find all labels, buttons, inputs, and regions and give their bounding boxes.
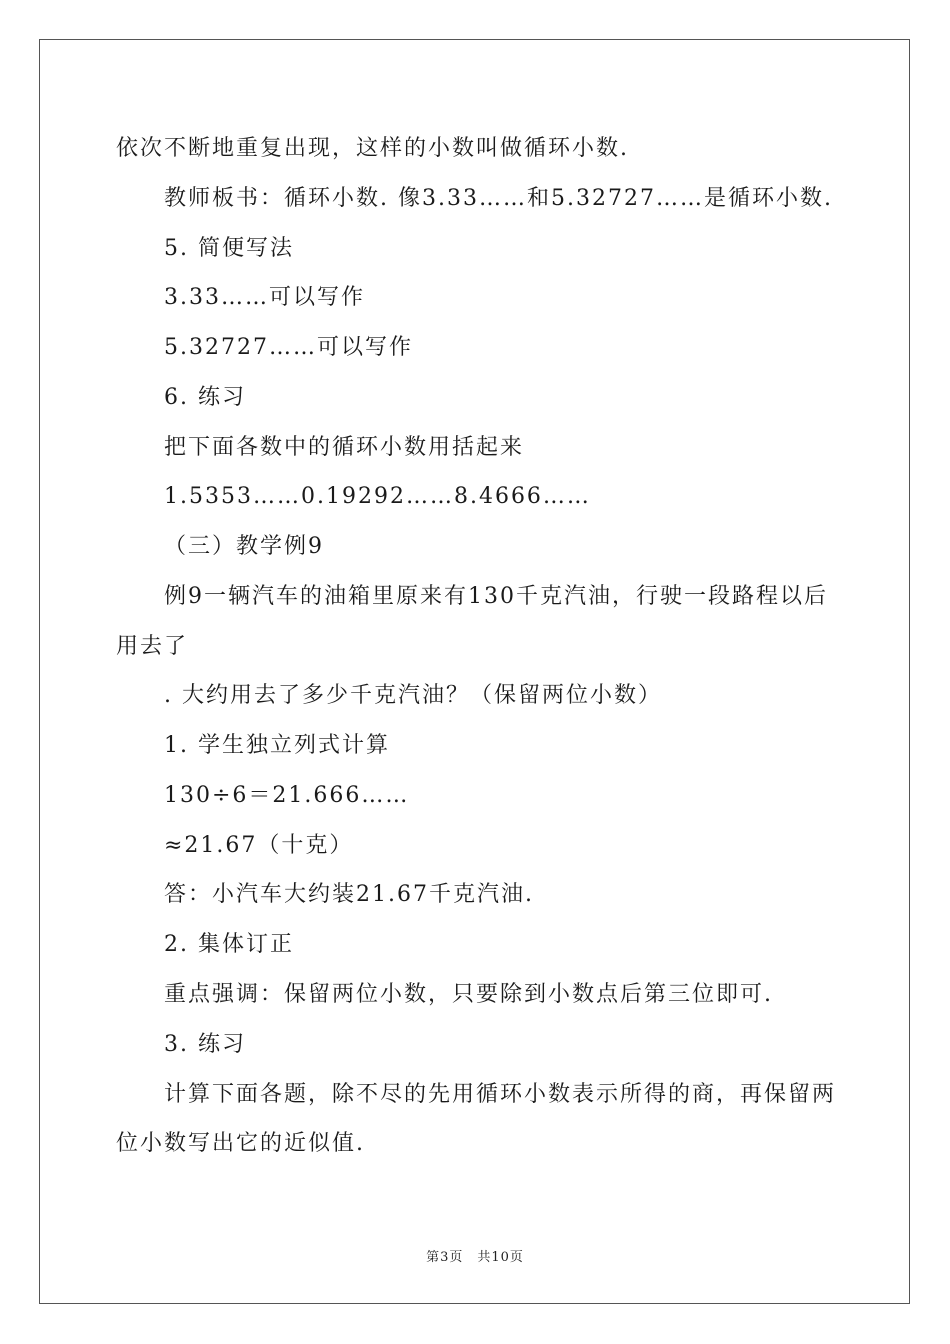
text-line: 例9一辆汽车的油箱里原来有130千克汽油，行驶一段路程以后 <box>164 584 828 609</box>
text-line: 1. 学生独立列式计算 <box>164 733 390 758</box>
text-line: （三）教学例9 <box>164 534 324 559</box>
text-line: 130÷6＝21.666…… <box>164 783 410 808</box>
text-line: 计算下面各题，除不尽的先用循环小数表示所得的商，再保留两 <box>164 1082 837 1107</box>
text-line: 5. 简便写法 <box>164 236 294 261</box>
text-line: 3. 练习 <box>164 1032 246 1057</box>
text-line: 5.32727……可以写作 <box>164 335 413 360</box>
text-line: 位小数写出它的近似值. <box>116 1131 365 1156</box>
text-line: 6. 练习 <box>164 385 246 410</box>
text-line: 3.33……可以写作 <box>164 285 365 310</box>
text-line: 把下面各数中的循环小数用括起来 <box>164 435 525 460</box>
text-line: 答：小汽车大约装21.67千克汽油. <box>164 882 534 907</box>
text-line: 用去了 <box>116 634 189 659</box>
text-line: 教师板书：循环小数. 像3.33……和5.32727……是循环小数. <box>164 186 833 211</box>
text-line: 1.5353……0.19292……8.4666…… <box>164 484 591 509</box>
page-footer: 第3页 共10页 <box>426 1250 524 1265</box>
text-line: 重点强调：保留两位小数，只要除到小数点后第三位即可. <box>164 982 773 1007</box>
text-line: 依次不断地重复出现，这样的小数叫做循环小数. <box>116 136 629 161</box>
text-line: . 大约用去了多少千克汽油？（保留两位小数） <box>164 683 662 708</box>
text-line: 2. 集体订正 <box>164 932 294 957</box>
text-line: ≈21.67（十克） <box>164 833 354 858</box>
page-border <box>39 39 910 1304</box>
